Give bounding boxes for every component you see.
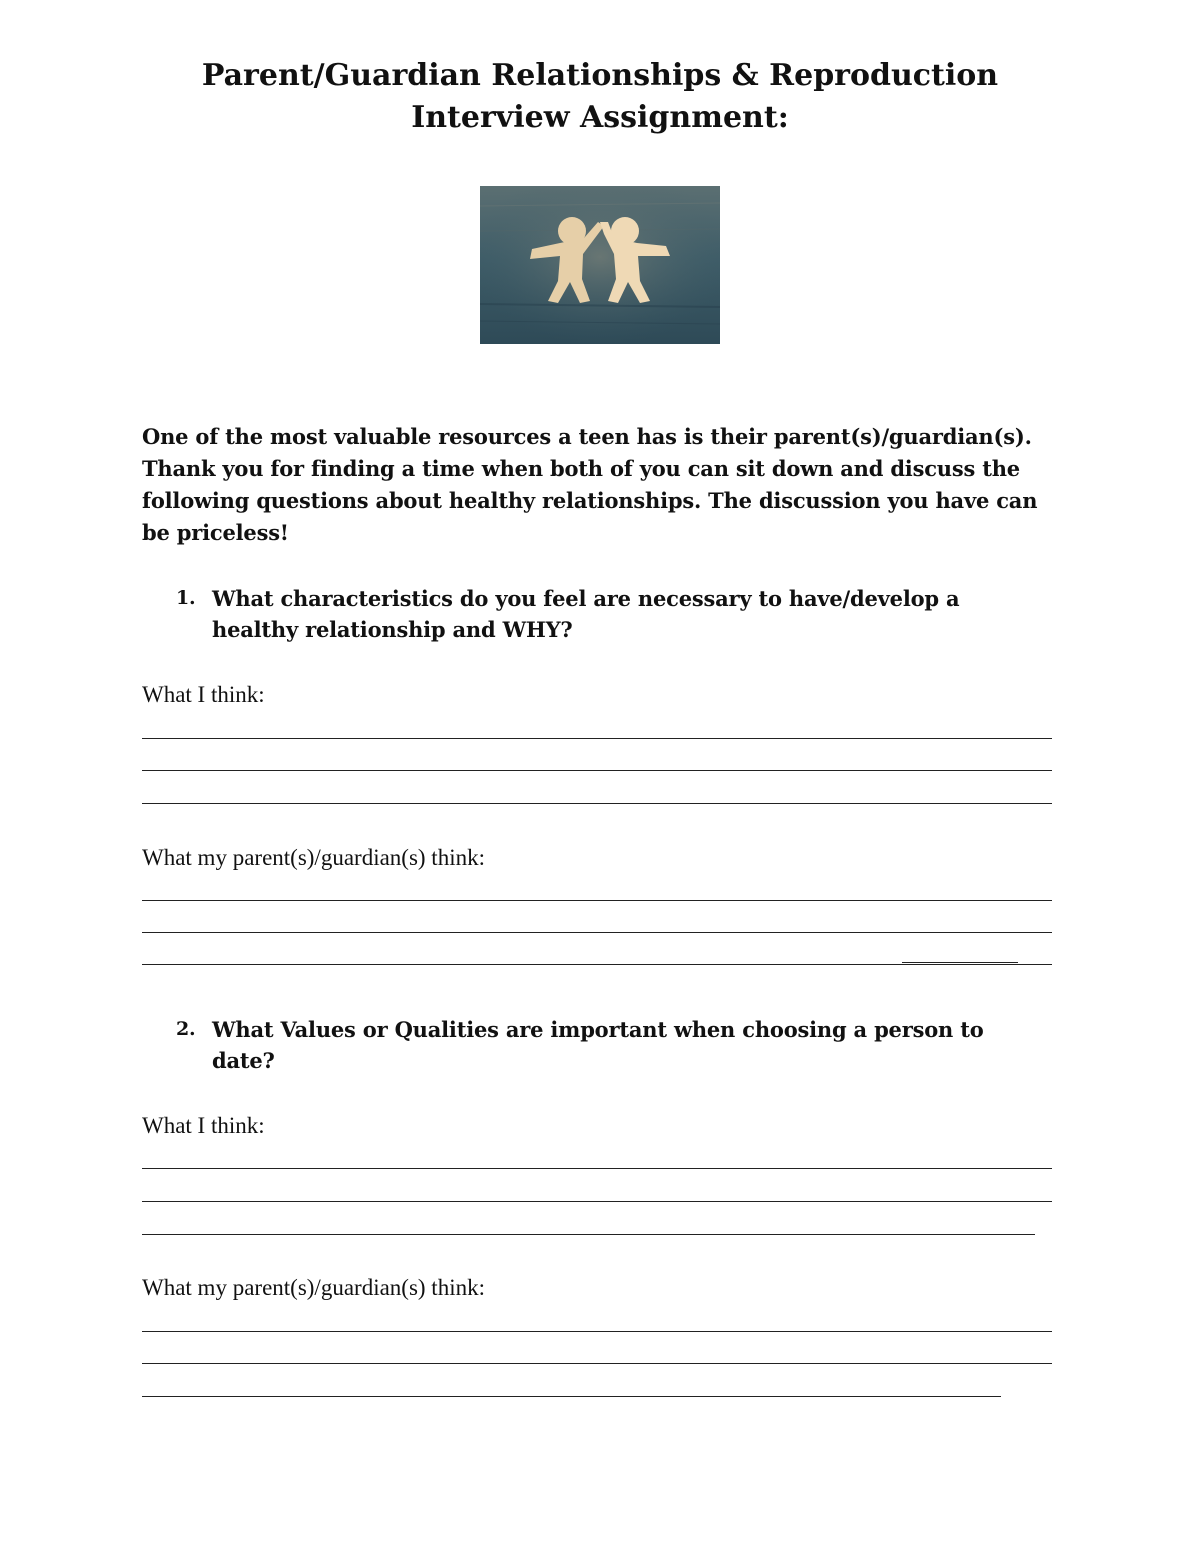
intro-paragraph: One of the most valuable resources a teen has is their parent(s)/guardian(s). Thank you for finding a time when both of you can sit down and discuss the following questions about healthy relationships. The discussion you have can be priceless! <box>142 424 1038 545</box>
question-number: 1. <box>176 587 196 609</box>
paper-figures-photo <box>480 186 720 344</box>
document-title-line-1: Parent/Guardian Relationships & Reproduction <box>201 58 999 93</box>
answer-line[interactable] <box>142 1396 1001 1397</box>
answer-line-overlap <box>902 962 1018 963</box>
answer-line[interactable] <box>142 1363 1052 1364</box>
prompt-parent-thinks: What my parent(s)/guardian(s) think: <box>142 1275 485 1300</box>
answer-line[interactable] <box>142 1234 1035 1235</box>
answer-line[interactable] <box>142 932 1052 933</box>
answer-line[interactable] <box>142 1168 1052 1169</box>
question-2 <box>142 1014 1042 1078</box>
question-1 <box>142 583 1042 647</box>
answer-line[interactable] <box>142 900 1052 901</box>
answer-line[interactable] <box>142 803 1052 804</box>
answer-line[interactable] <box>142 1201 1052 1202</box>
prompt-what-i-think: What I think: <box>142 682 265 707</box>
document-title-line-2: Interview Assignment: <box>411 100 789 135</box>
answer-line[interactable] <box>142 1331 1052 1332</box>
question-number: 2. <box>176 1018 196 1040</box>
question-text: What characteristics do you feel are necessary to have/develop a healthy relationship and WHY? <box>212 586 960 642</box>
prompt-what-i-think: What I think: <box>142 1113 265 1138</box>
answer-line[interactable] <box>142 738 1052 739</box>
question-text: What Values or Qualities are important when choosing a person to date? <box>212 1017 984 1073</box>
prompt-parent-thinks: What my parent(s)/guardian(s) think: <box>142 845 485 870</box>
answer-line[interactable] <box>142 770 1052 771</box>
answer-line[interactable] <box>142 964 1052 965</box>
